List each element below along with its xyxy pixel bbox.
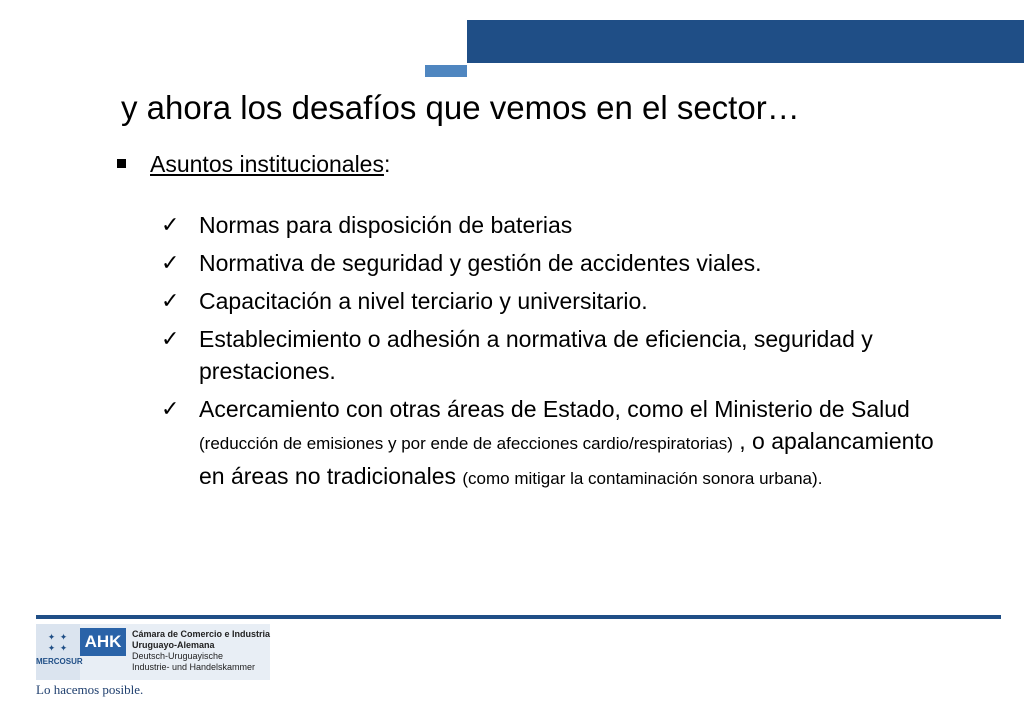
mercosur-label: MERCOSUR bbox=[36, 657, 83, 666]
stars-icon: ✦ ✦ ✦ ✦ bbox=[47, 632, 69, 653]
list-item bbox=[161, 247, 941, 279]
org-name-line: Cámara de Comercio e Industria bbox=[131, 629, 270, 639]
checkmark-icon: ✓ bbox=[161, 326, 180, 351]
mercosur-emblem bbox=[36, 624, 83, 680]
list-item-note: (reducción de emisiones y por ende de afecciones cardio/respiratorias) bbox=[199, 434, 733, 453]
footer-divider bbox=[36, 615, 1001, 619]
org-name bbox=[126, 624, 270, 680]
checkmark-icon: ✓ bbox=[161, 250, 180, 275]
list-item-text: , o apalancamiento en áreas no tradicionales bbox=[199, 428, 934, 489]
section-heading-row bbox=[117, 149, 390, 179]
list-item bbox=[161, 393, 941, 495]
square-bullet-icon bbox=[117, 159, 126, 168]
list-item-text: Acercamiento con otras áreas de Estado, como el Ministerio de Salud bbox=[199, 396, 910, 422]
list-item bbox=[161, 285, 941, 317]
header-bar bbox=[467, 20, 1024, 63]
list-item bbox=[161, 323, 941, 387]
org-name-line: Deutsch-Uruguayische bbox=[131, 651, 223, 661]
slide-title: y ahora los desafíos que vemos en el sector… bbox=[121, 89, 800, 126]
ahk-logo bbox=[36, 624, 270, 680]
checkmark-icon: ✓ bbox=[161, 212, 180, 237]
list-item-text: Normativa de seguridad y gestión de accidentes viales. bbox=[199, 250, 762, 276]
tagline: Lo hacemos posible. bbox=[36, 682, 144, 697]
header-accent bbox=[425, 65, 467, 77]
checkmark-icon: ✓ bbox=[161, 288, 180, 313]
ahk-badge: AHK bbox=[80, 628, 126, 656]
list-item-text: Normas para disposición de baterias bbox=[199, 212, 573, 238]
org-name-line: Uruguayo-Alemana bbox=[131, 640, 215, 650]
list-item bbox=[161, 209, 941, 241]
list-item-text: Establecimiento o adhesión a normativa de eficiencia, seguridad y prestaciones. bbox=[199, 326, 873, 384]
org-name-line: Industrie- und Handelskammer bbox=[131, 662, 256, 672]
section-heading-colon: : bbox=[383, 151, 391, 177]
checkmark-icon: ✓ bbox=[161, 396, 180, 421]
list-item-period: . bbox=[817, 469, 823, 488]
challenge-list bbox=[161, 209, 941, 501]
list-item-note: (como mitigar la contaminación sonora urbana) bbox=[462, 469, 818, 488]
section-heading: Asuntos institucionales bbox=[150, 151, 384, 177]
list-item-text: Capacitación a nivel terciario y universitario. bbox=[199, 288, 648, 314]
